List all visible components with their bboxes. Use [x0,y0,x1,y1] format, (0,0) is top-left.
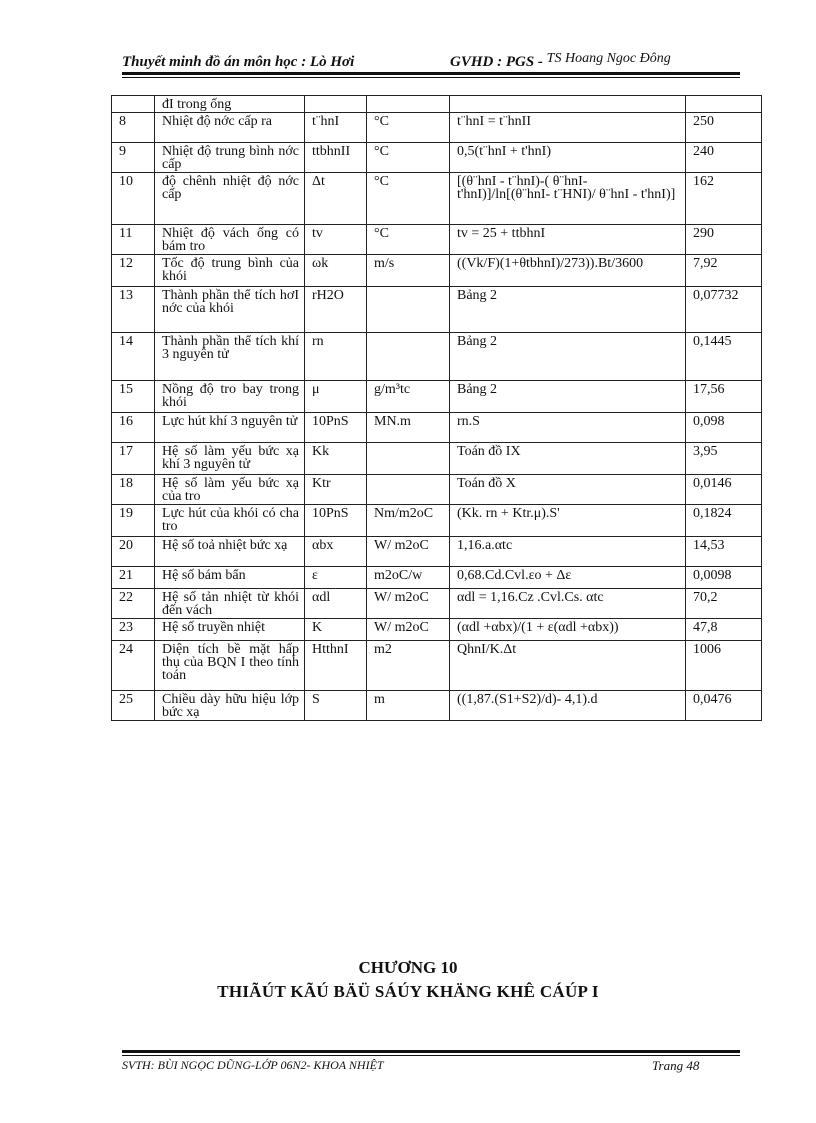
cell-description: Nồng độ tro bay trong khói [155,381,305,413]
cell-number: 12 [112,255,155,287]
table-row [112,641,762,691]
cell-description: Nhiệt độ nớc cấp ra [155,113,305,143]
cell-description: độ chênh nhiệt độ nớc cấp [155,173,305,225]
cell-symbol: K [305,619,367,641]
cell-description: Hệ số truyền nhiệt [155,619,305,641]
table-row [112,381,762,413]
page-header [122,52,740,74]
cell-value: 14,53 [686,537,762,567]
chapter-title: THIÃÚT KÃÚ BÄÜ SÁÚY KHÄNG KHÊ CÁÚP I [217,982,599,1001]
cell-unit: MN.m [367,413,450,443]
cell-number [112,96,155,113]
cell-value: 0,1445 [686,333,762,381]
table-row [112,443,762,475]
header-advisor-prefix: GVHD : PGS - [450,54,543,70]
cell-number: 11 [112,225,155,255]
cell-formula: ((1,87.(S1+S2)/d)- 4,1).d [450,691,686,721]
footer-rule [122,1050,740,1053]
header-advisor-name: TS Hoang Ngoc Đông [546,51,671,66]
cell-number: 24 [112,641,155,691]
cell-symbol: rn [305,333,367,381]
cell-unit: °C [367,225,450,255]
cell-number: 22 [112,589,155,619]
table-row [112,333,762,381]
cell-description: Hệ số bám bẩn [155,567,305,589]
cell-symbol: Ktr [305,475,367,505]
header-rule-thin [122,77,740,78]
table-row [112,589,762,619]
header-advisor [450,51,671,71]
table-row [112,413,762,443]
table-row [112,113,762,143]
table-row [112,173,762,225]
cell-formula: ((Vk/F)(1+θtbhnI)/273)).Bt/3600 [450,255,686,287]
cell-formula: [(θ¨hnI - t¨hnI)-( θ¨hnI-t'hnI)]/ln[(θ¨hnI- t¨HNI)/ θ¨hnI - t'hnI)] [450,173,686,225]
cell-unit: Nm/m2oC [367,505,450,537]
table-row [112,225,762,255]
footer-author: SVTH: BÙI NGỌC DŨNG-LỚP 06N2- KHOA NHIỆT [122,1058,384,1072]
cell-symbol: ε [305,567,367,589]
cell-value [686,96,762,113]
header-rule [122,72,740,75]
table-row [112,619,762,641]
cell-description: Thành phần thể tích khí 3 nguyên tử [155,333,305,381]
cell-description: Lực hút của khói có cha tro [155,505,305,537]
table-row [112,255,762,287]
cell-symbol: tv [305,225,367,255]
cell-value: 240 [686,143,762,173]
cell-unit: m2 [367,641,450,691]
cell-formula: QhnI/K.Δt [450,641,686,691]
cell-formula: 1,16.a.αtc [450,537,686,567]
cell-value: 1006 [686,641,762,691]
cell-formula: Toán đồ X [450,475,686,505]
cell-unit: m/s [367,255,450,287]
cell-number: 25 [112,691,155,721]
cell-number: 10 [112,173,155,225]
cell-symbol: Δt [305,173,367,225]
cell-number: 13 [112,287,155,333]
cell-value: 0,07732 [686,287,762,333]
cell-symbol: αbx [305,537,367,567]
table-row [112,567,762,589]
cell-formula: Bảng 2 [450,287,686,333]
cell-unit: °C [367,143,450,173]
cell-value: 0,0476 [686,691,762,721]
cell-unit [367,96,450,113]
cell-value: 0,0098 [686,567,762,589]
table-row [112,537,762,567]
cell-formula: (αdl +αbx)/(1 + ε(αdl +αbx)) [450,619,686,641]
cell-formula: 0,68.Cd.Cvl.εo + Δε [450,567,686,589]
cell-number: 15 [112,381,155,413]
cell-number: 18 [112,475,155,505]
cell-unit: °C [367,113,450,143]
table-row [112,505,762,537]
table-row [112,287,762,333]
cell-value: 47,8 [686,619,762,641]
cell-symbol: 10PnS [305,505,367,537]
cell-number: 19 [112,505,155,537]
header-course-title: Thuyết minh đồ án môn học : Lò Hơi [122,54,355,70]
cell-value: 0,0146 [686,475,762,505]
cell-formula: rn.S [450,413,686,443]
cell-symbol: 10PnS [305,413,367,443]
cell-symbol [305,96,367,113]
cell-description: Thành phần thể tích hơI nớc của khói [155,287,305,333]
chapter-number: CHƯƠNG 10 [358,958,458,977]
cell-unit [367,443,450,475]
cell-unit: W/ m2oC [367,589,450,619]
cell-symbol: ωk [305,255,367,287]
cell-unit: m2oC/w [367,567,450,589]
cell-description: đI trong ống [155,96,305,113]
cell-formula: αdl = 1,16.Cz .Cvl.Cs. αtc [450,589,686,619]
footer-page-number: Trang 48 [652,1058,700,1073]
cell-unit [367,287,450,333]
cell-value: 250 [686,113,762,143]
cell-number: 23 [112,619,155,641]
cell-formula: Toán đồ IX [450,443,686,475]
cell-symbol: HtthnI [305,641,367,691]
table-row [112,96,762,113]
cell-unit [367,475,450,505]
cell-value: 162 [686,173,762,225]
cell-value: 290 [686,225,762,255]
calculation-table [111,95,762,721]
cell-number: 20 [112,537,155,567]
cell-unit [367,333,450,381]
cell-value: 17,56 [686,381,762,413]
cell-value: 0,1824 [686,505,762,537]
cell-unit: m [367,691,450,721]
cell-symbol: rH2O [305,287,367,333]
cell-unit: °C [367,173,450,225]
cell-number: 21 [112,567,155,589]
cell-description: Hệ số toả nhiệt bức xạ [155,537,305,567]
table-row [112,691,762,721]
cell-number: 9 [112,143,155,173]
cell-number: 8 [112,113,155,143]
cell-description: Nhiệt độ trung bình nớc cấp [155,143,305,173]
cell-value: 7,92 [686,255,762,287]
footer-rule-thin [122,1055,740,1056]
cell-symbol: t¨hnI [305,113,367,143]
cell-description: Lực hút khí 3 nguyên tử [155,413,305,443]
cell-unit: g/m³tc [367,381,450,413]
cell-number: 16 [112,413,155,443]
cell-value: 3,95 [686,443,762,475]
table-row [112,475,762,505]
cell-formula: tv = 25 + ttbhnI [450,225,686,255]
cell-unit: W/ m2oC [367,537,450,567]
cell-symbol: αdl [305,589,367,619]
cell-formula: (Kk. rn + Ktr.μ).S' [450,505,686,537]
cell-number: 14 [112,333,155,381]
table-row [112,143,762,173]
cell-formula: t¨hnI = t¨hnII [450,113,686,143]
cell-value: 70,2 [686,589,762,619]
cell-formula: 0,5(t¨hnI + t'hnI) [450,143,686,173]
cell-value: 0,098 [686,413,762,443]
cell-formula: Bảng 2 [450,381,686,413]
cell-description: Hệ số làm yếu bức xạ của tro [155,475,305,505]
cell-symbol: ttbhnII [305,143,367,173]
calculation-table-body [112,96,762,721]
cell-symbol: μ [305,381,367,413]
cell-symbol: Kk [305,443,367,475]
cell-description: Hệ số làm yếu bức xạ khí 3 nguyên tử [155,443,305,475]
cell-symbol: S [305,691,367,721]
cell-formula: Bảng 2 [450,333,686,381]
cell-unit: W/ m2oC [367,619,450,641]
cell-formula [450,96,686,113]
cell-number: 17 [112,443,155,475]
cell-description: Hệ số tản nhiệt từ khói đến vách [155,589,305,619]
cell-description: Nhiệt độ vách ống có bám tro [155,225,305,255]
cell-description: Chiều dày hữu hiệu lớp bức xạ [155,691,305,721]
cell-description: Diện tích bề mặt hấp thụ của BQN I theo tính toán [155,641,305,691]
cell-description: Tốc độ trung bình của khói [155,255,305,287]
